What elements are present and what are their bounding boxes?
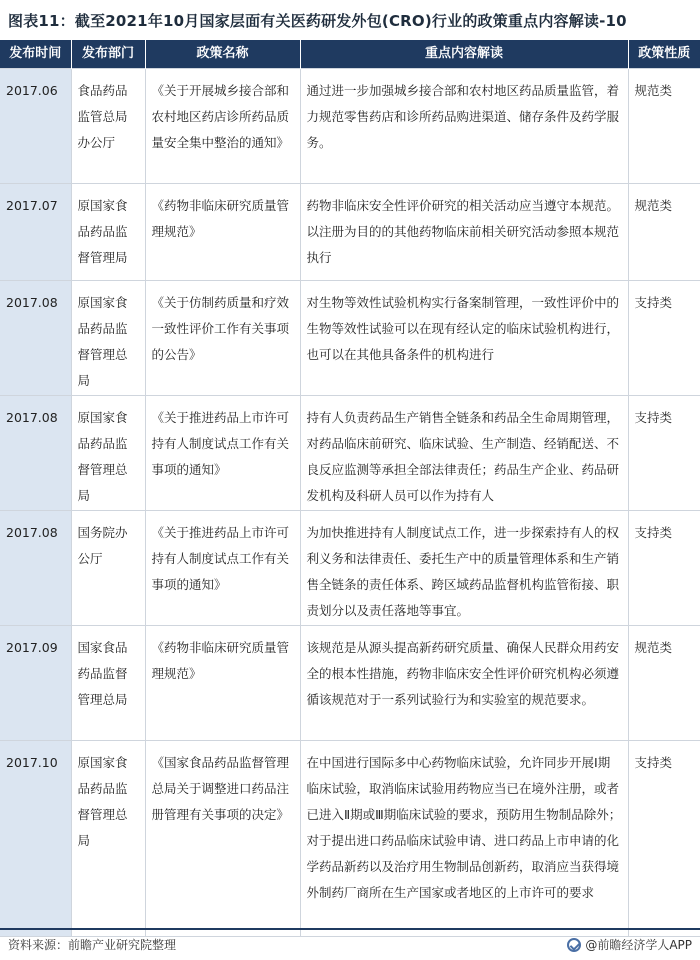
cell-content: 药物非临床安全性评价研究的相关活动应当遵守本规范。以注册为目的的其他药物临床前相关研究活动参照本规范执行 (300, 184, 628, 281)
cell-content: 通过进一步加强城乡接合部和农村地区药品质量监管，着力规范零售药店和诊所药品购进渠道、储存条件及药学服务。 (300, 69, 628, 184)
cell-policy: 《关于开展城乡接合部和农村地区药店诊所药品质量安全集中整治的通知》 (145, 69, 300, 184)
table-row (0, 281, 700, 396)
qianzhan-logo-icon (567, 938, 581, 952)
cell-policy: 《国家食品药品监督管理总局关于调整进口药品注册管理有关事项的决定》 (145, 741, 300, 937)
cell-content: 对生物等效性试验机构实行备案制管理，一致性评价中的生物等效性试验可以在现有经认定的临床试验机构进行，也可以在其他具备条件的机构进行 (300, 281, 628, 396)
cell-dept: 原国家食品药品监督管理总局 (71, 281, 145, 396)
table-row (0, 626, 700, 741)
page-title: 图表11：截至2021年10月国家层面有关医药研发外包(CRO)行业的政策重点内容解读-10 (8, 12, 627, 30)
table-row (0, 741, 700, 937)
column-header-content: 重点内容解读 (300, 40, 628, 69)
cell-nature: 支持类 (628, 396, 700, 511)
cell-date: 2017.08 (0, 281, 71, 396)
column-header-policy: 政策名称 (145, 40, 300, 69)
cell-policy: 《关于推进药品上市许可持有人制度试点工作有关事项的通知》 (145, 396, 300, 511)
cell-date: 2017.09 (0, 626, 71, 741)
cell-nature: 规范类 (628, 184, 700, 281)
table-row (0, 396, 700, 511)
column-header-dept: 发布部门 (71, 40, 145, 69)
cell-nature: 支持类 (628, 511, 700, 626)
cell-dept: 原国家食品药品监督管理总局 (71, 741, 145, 937)
policy-table (0, 40, 700, 937)
cell-policy: 《药物非临床研究质量管理规范》 (145, 626, 300, 741)
cell-date: 2017.08 (0, 396, 71, 511)
table-row (0, 511, 700, 626)
cell-policy: 《药物非临床研究质量管理规范》 (145, 184, 300, 281)
cell-date: 2017.07 (0, 184, 71, 281)
brand-credit (567, 936, 692, 953)
table-row (0, 69, 700, 184)
cell-date: 2017.08 (0, 511, 71, 626)
cell-content: 为加快推进持有人制度试点工作，进一步探索持有人的权利义务和法律责任、委托生产中的质量管理体系和生产销售全链条的责任体系、跨区域药品监督机构监管衔接、职责划分以及责任落地等事宜。 (300, 511, 628, 626)
cell-nature: 规范类 (628, 69, 700, 184)
brand-label: @前瞻经济学人APP (585, 938, 692, 952)
cell-dept: 国家食品药品监督管理总局 (71, 626, 145, 741)
column-header-nature: 政策性质 (628, 40, 700, 69)
cell-dept: 食品药品监管总局办公厅 (71, 69, 145, 184)
cell-policy: 《关于推进药品上市许可持有人制度试点工作有关事项的通知》 (145, 511, 300, 626)
cell-content: 在中国进行国际多中心药物临床试验，允许同步开展Ⅰ期临床试验，取消临床试验用药物应当已在境外注册，或者已进入Ⅱ期或Ⅲ期临床试验的要求，预防用生物制品除外；对于提出进口药品临床试验申请、进口药品上市申请的化学药品新药以及治疗用生物制品创新药，取消应当获得境外制药厂商所在生产国家或者地区的上市许可的要求 (300, 741, 628, 937)
cell-dept: 原国家食品药品监督管理总局 (71, 396, 145, 511)
cell-date: 2017.06 (0, 69, 71, 184)
cell-content: 持有人负责药品生产销售全链条和药品全生命周期管理，对药品临床前研究、临床试验、生产制造、经销配送、不良反应监测等承担全部法律责任；药品生产企业、药品研发机构及科研人员可以作为持有人 (300, 396, 628, 511)
cell-dept: 国务院办公厅 (71, 511, 145, 626)
footer (0, 928, 700, 960)
cell-nature: 支持类 (628, 741, 700, 937)
cell-content: 该规范是从源头提高新药研究质量、确保人民群众用药安全的根本性措施，药物非临床安全性评价研究机构必须遵循该规范对于一系列试验行为和实验室的规范要求。 (300, 626, 628, 741)
cell-nature: 支持类 (628, 281, 700, 396)
column-header-date: 发布时间 (0, 40, 71, 69)
cell-date: 2017.10 (0, 741, 71, 937)
table-row (0, 184, 700, 281)
cell-nature: 规范类 (628, 626, 700, 741)
cell-policy: 《关于仿制药质量和疗效一致性评价工作有关事项的公告》 (145, 281, 300, 396)
table-header-row (0, 40, 700, 69)
cell-dept: 原国家食品药品监督管理局 (71, 184, 145, 281)
source-note: 资料来源：前瞻产业研究院整理 (8, 938, 177, 952)
